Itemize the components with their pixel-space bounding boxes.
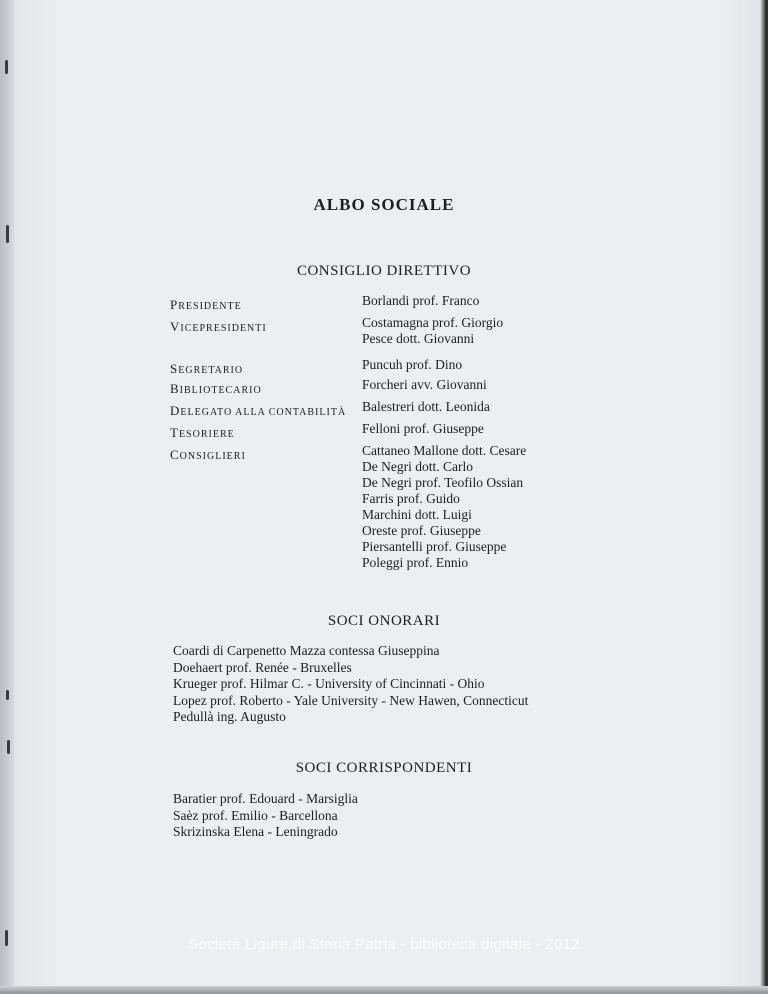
member-name: Skrizinska Elena - Leningrado xyxy=(173,824,338,839)
member-name: Piersantelli prof. Giuseppe xyxy=(362,539,507,554)
member-name: Felloni prof. Giuseppe xyxy=(362,421,484,436)
binding-mark xyxy=(7,740,10,754)
page-bottom-edge xyxy=(0,986,768,994)
corrispondenti-heading: SOCI CORRISPONDENTI xyxy=(295,760,473,776)
binding-mark xyxy=(5,60,8,74)
member-name: De Negri dott. Carlo xyxy=(362,459,473,474)
names-consiglieri xyxy=(362,443,526,571)
member-name: Farris prof. Guido xyxy=(362,491,460,506)
binding-mark xyxy=(6,690,9,700)
consiglio-heading: CONSIGLIO DIRETTIVO xyxy=(296,263,472,279)
role-bibliotecario: BIBLIOTECARIO xyxy=(170,381,262,396)
corrispondenti-list xyxy=(173,791,358,841)
member-name: Borlandi prof. Franco xyxy=(362,293,480,308)
member-name: Balestreri dott. Leonida xyxy=(362,399,490,414)
member-name: De Negri prof. Teofilo Ossian xyxy=(362,475,524,490)
role-presidente: PRESIDENTE xyxy=(170,297,242,312)
role-tesoriere: TESORIERE xyxy=(170,425,235,440)
member-name: Cattaneo Mallone dott. Cesare xyxy=(362,443,527,458)
member-name: Krueger prof. Hilmar C. - University of Cincinnati - Ohio xyxy=(173,676,485,691)
names-vicepresidenti xyxy=(362,315,503,347)
onorari-heading: SOCI ONORARI xyxy=(327,613,441,629)
member-name: Poleggi prof. Ennio xyxy=(362,555,469,570)
page-title: ALBO SOCIALE xyxy=(313,195,455,214)
member-name: Marchini dott. Luigi xyxy=(362,507,472,522)
names-bibliotecario xyxy=(362,377,487,393)
member-name: Doehaert prof. Renée - Bruxelles xyxy=(173,659,352,675)
role-consiglieri: CONSIGLIERI xyxy=(170,447,246,462)
role-segretario: SEGRETARIO xyxy=(170,361,244,376)
binding-mark xyxy=(6,225,9,243)
member-name: Forcheri avv. Giovanni xyxy=(362,377,487,392)
onorari-list xyxy=(173,643,528,726)
member-name: Lopez prof. Roberto - Yale University - New Hawen, Connecticut xyxy=(173,692,529,708)
digital-library-watermark: Società Ligure di Storia Patria - biblioteca digitale - 2012 xyxy=(188,936,580,953)
names-presidente xyxy=(362,293,479,309)
page-spine xyxy=(0,0,14,994)
member-name: Pesce dott. Giovanni xyxy=(362,331,475,346)
role-vicepresidenti: VICEPRESIDENTI xyxy=(170,319,267,334)
member-name: Oreste prof. Giuseppe xyxy=(362,523,481,538)
member-name: Coardi di Carpenetto Mazza contessa Giuseppina xyxy=(173,643,440,658)
names-segretario xyxy=(362,357,462,373)
names-tesoriere xyxy=(362,421,484,437)
member-name: Baratier prof. Edouard - Marsiglia xyxy=(173,791,358,806)
names-delegato-contabilita xyxy=(362,399,490,415)
role-delegato-contabilita: DELEGATO ALLA CONTABILITÀ xyxy=(170,403,347,418)
member-name: Pedullà ing. Augusto xyxy=(173,709,286,724)
member-name: Puncuh prof. Dino xyxy=(362,357,463,372)
member-name: Saèz prof. Emilio - Barcellona xyxy=(173,807,338,823)
member-name: Costamagna prof. Giorgio xyxy=(362,315,504,330)
